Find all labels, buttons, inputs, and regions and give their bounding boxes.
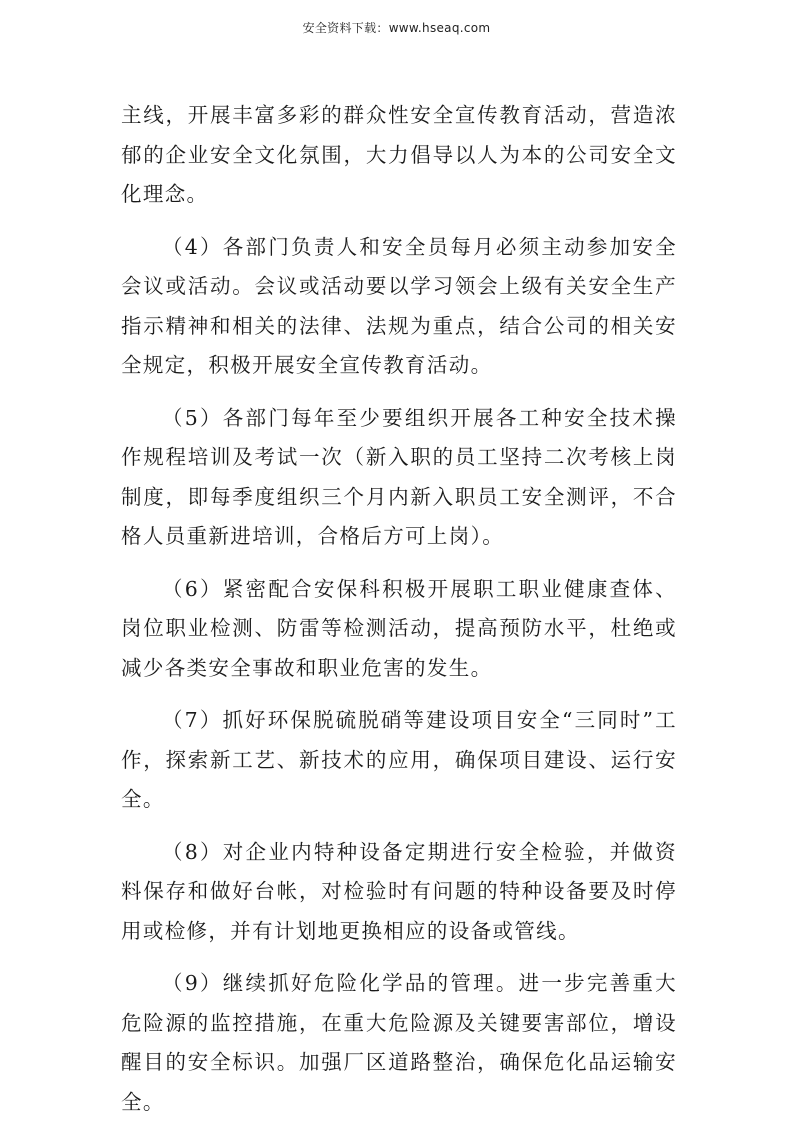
document-body (121, 96, 677, 1135)
paragraph-continuation: 主线，开展丰富多彩的群众性安全宣传教育活动，营造浓郁的企业安全文化氛围，大力倡导以人为本的公司安全文化理念。 (121, 103, 677, 206)
paragraph-item-4: （4）各部门负责人和安全员每月必须主动参加安全会议或活动。会议或活动要以学习领会上级有关安全生产指示精神和相关的法律、法规为重点，结合公司的相关安全规定，积极开展安全宣传教育活动。 (121, 234, 677, 377)
header-site-link[interactable]: www.hseaq.com (388, 21, 491, 35)
page-header (0, 19, 793, 37)
paragraph-item-5: （5）各部门每年至少要组织开展各工种安全技术操作规程培训及考试一次（新入职的员工坚持二次考核上岗制度，即每季度组织三个月内新入职员工安全测评，不合格人员重新进培训，合格后方可上岗）。 (121, 405, 677, 548)
header-label: 安全资料下载： (302, 21, 389, 35)
paragraph-item-8: （8）对企业内特种设备定期进行安全检验，并做资料保存和做好台帐，对检验时有问题的特种设备要及时停用或检修，并有计划地更换相应的设备或管线。 (121, 839, 677, 943)
paragraph-item-9: （9）继续抓好危险化学品的管理。进一步完善重大危险源的监控措施，在重大危险源及关键要害部位，增设醒目的安全标识。加强厂区道路整治，确保危化品运输安全。 (121, 971, 677, 1114)
paragraph-item-6: （6）紧密配合安保科积极开展职工职业健康查体、岗位职业检测、防雷等检测活动，提高预防水平，杜绝或减少各类安全事故和职业危害的发生。 (121, 576, 677, 680)
paragraph-item-7: （7）抓好环保脱硫脱硝等建设项目安全“三同时”工作，探索新工艺、新技术的应用，确保项目建设、运行安全。 (121, 708, 677, 811)
